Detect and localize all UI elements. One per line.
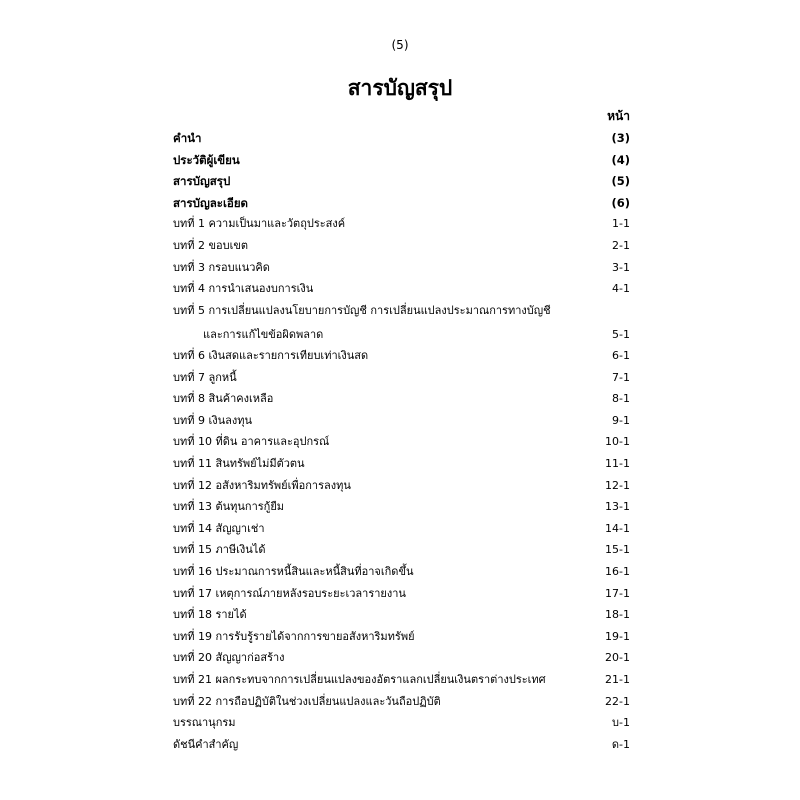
toc-entry-label: บทที่ 8 สินค้าคงเหลือ (173, 392, 274, 406)
toc-entry (173, 259, 630, 277)
toc-entry-label: บรรณานุกรม (173, 716, 236, 730)
toc-entry (173, 714, 630, 732)
toc-entry (173, 649, 630, 667)
toc-entry-page: (4) (611, 152, 630, 167)
toc-entry (173, 433, 630, 451)
toc-entry-label: ดัชนีคำสำคัญ (173, 737, 239, 751)
toc-entry (173, 498, 630, 516)
toc-entry (173, 563, 630, 581)
toc-entry-page: ด-1 (611, 737, 630, 751)
toc-entry-page: 14-1 (605, 521, 630, 535)
page-column-header: หน้า (607, 109, 630, 123)
toc-entry-label-continued: และการแก้ไขข้อผิดพลาด (203, 327, 324, 341)
toc-entry-label: บทที่ 4 การนำเสนองบการเงิน (173, 282, 314, 296)
toc-entry (173, 280, 630, 298)
toc-entry-label: บทที่ 5 การเปลี่ยนแปลงนโยบายการบัญชี การเปลี่ยนแปลงประมาณการทางบัญชี (173, 303, 551, 317)
toc-entry (173, 215, 630, 233)
toc-entry-page: 3-1 (612, 260, 630, 274)
toc-entry (173, 369, 630, 387)
toc-entry (173, 628, 630, 646)
toc-entry-page: 9-1 (612, 413, 630, 427)
page-number: (5) (391, 38, 409, 52)
toc-entry-page: 19-1 (605, 629, 630, 643)
toc-entry (173, 194, 630, 212)
toc-entry-label: บทที่ 15 ภาษีเงินได้ (173, 543, 266, 557)
toc-entry-label: สารบัญสรุป (173, 174, 231, 189)
toc-entry-label: บทที่ 16 ประมาณการหนี้สินและหนี้สินที่อาจเกิดขึ้น (173, 564, 414, 578)
toc-entry-page: 5-1 (612, 327, 630, 341)
toc-entry (173, 736, 630, 754)
toc-entry-page: 18-1 (605, 608, 630, 622)
toc-entry (173, 693, 630, 711)
toc-entry (173, 390, 630, 408)
toc-entry-page: 15-1 (605, 543, 630, 557)
toc-entry (173, 151, 630, 169)
toc-entry (173, 347, 630, 365)
toc-entry-page: 10-1 (605, 435, 630, 449)
toc-title: สารบัญสรุป (347, 76, 453, 100)
toc-entry-page: 4-1 (612, 282, 630, 296)
toc-entry (173, 477, 630, 495)
toc-entry-label: บทที่ 11 สินทรัพย์ไม่มีตัวตน (173, 456, 305, 470)
toc-entry-label: สารบัญละเอียด (173, 195, 249, 210)
toc-entry-label: บทที่ 2 ขอบเขต (173, 239, 249, 252)
toc-entry-page: 21-1 (605, 672, 630, 686)
toc-entry (173, 585, 630, 603)
toc-entry-label: บทที่ 22 การถือปฏิบัติในช่วงเปลี่ยนแปลงและวันถือปฏิบัติ (173, 694, 441, 708)
toc-entry-page: 12-1 (605, 478, 630, 492)
toc-entry-label: บทที่ 13 ต้นทุนการกู้ยืม (173, 500, 285, 514)
toc-entry-label: บทที่ 6 เงินสดและรายการเทียบเท่าเงินสด (173, 348, 369, 362)
toc-entry (173, 129, 630, 147)
toc-entry-page: 8-1 (612, 392, 630, 406)
toc-entry-page: 2-1 (612, 239, 630, 252)
toc-entry-page: (3) (611, 131, 630, 145)
toc-entry-label: บทที่ 20 สัญญาก่อสร้าง (173, 651, 285, 665)
toc-entry-page: (5) (611, 174, 630, 189)
toc-entry-label: บทที่ 1 ความเป็นมาและวัตถุประสงค์ (173, 217, 346, 231)
toc-entry-label: บทที่ 18 รายได้ (173, 608, 247, 622)
toc-entry-label: บทที่ 3 กรอบแนวคิด (173, 260, 270, 274)
toc-entry-label: บทที่ 9 เงินลงทุน (173, 413, 253, 427)
toc-entry (173, 455, 630, 473)
toc-entry-page: 1-1 (612, 217, 630, 231)
toc-entry (173, 302, 630, 341)
toc-entry-label: บทที่ 19 การรับรู้รายได้จากการขายอสังหาริมทรัพย์ (173, 629, 415, 643)
toc-entry-page: 17-1 (605, 586, 630, 600)
toc-entry (173, 541, 630, 559)
toc-entry-label: บทที่ 10 ที่ดิน อาคารและอุปกรณ์ (173, 435, 330, 449)
toc-entry-label: บทที่ 7 ลูกหนี้ (173, 370, 237, 384)
toc-entry-page: 13-1 (605, 500, 630, 514)
toc-entry-label: บทที่ 17 เหตุการณ์ภายหลังรอบระยะเวลารายงาน (173, 586, 406, 600)
toc-entry-page: 7-1 (612, 370, 630, 384)
toc-entry (173, 237, 630, 255)
toc-entry-label: ประวัติผู้เขียน (173, 152, 240, 167)
toc-entry-page: 6-1 (612, 348, 630, 362)
toc-entry (173, 412, 630, 430)
toc-entry (173, 606, 630, 624)
toc-entry (173, 520, 630, 538)
toc-entry (173, 172, 630, 190)
toc-entry-page: 11-1 (605, 456, 630, 470)
toc-entry-page: (6) (611, 195, 630, 210)
toc-entry-label: บทที่ 12 อสังหาริมทรัพย์เพื่อการลงทุน (173, 478, 351, 492)
toc-entry-page: 22-1 (605, 694, 630, 708)
toc-entry-page: 20-1 (605, 651, 630, 665)
toc-entry-label: คำนำ (173, 131, 202, 145)
toc-entry (173, 671, 630, 689)
toc-entry-page: 16-1 (605, 564, 630, 578)
toc-entry-label: บทที่ 14 สัญญาเช่า (173, 521, 265, 535)
toc-entry-label: บทที่ 21 ผลกระทบจากการเปลี่ยนแปลงของอัตราแลกเปลี่ยนเงินตราต่างประเทศ (173, 672, 546, 686)
toc-entry-page: บ-1 (612, 716, 630, 730)
